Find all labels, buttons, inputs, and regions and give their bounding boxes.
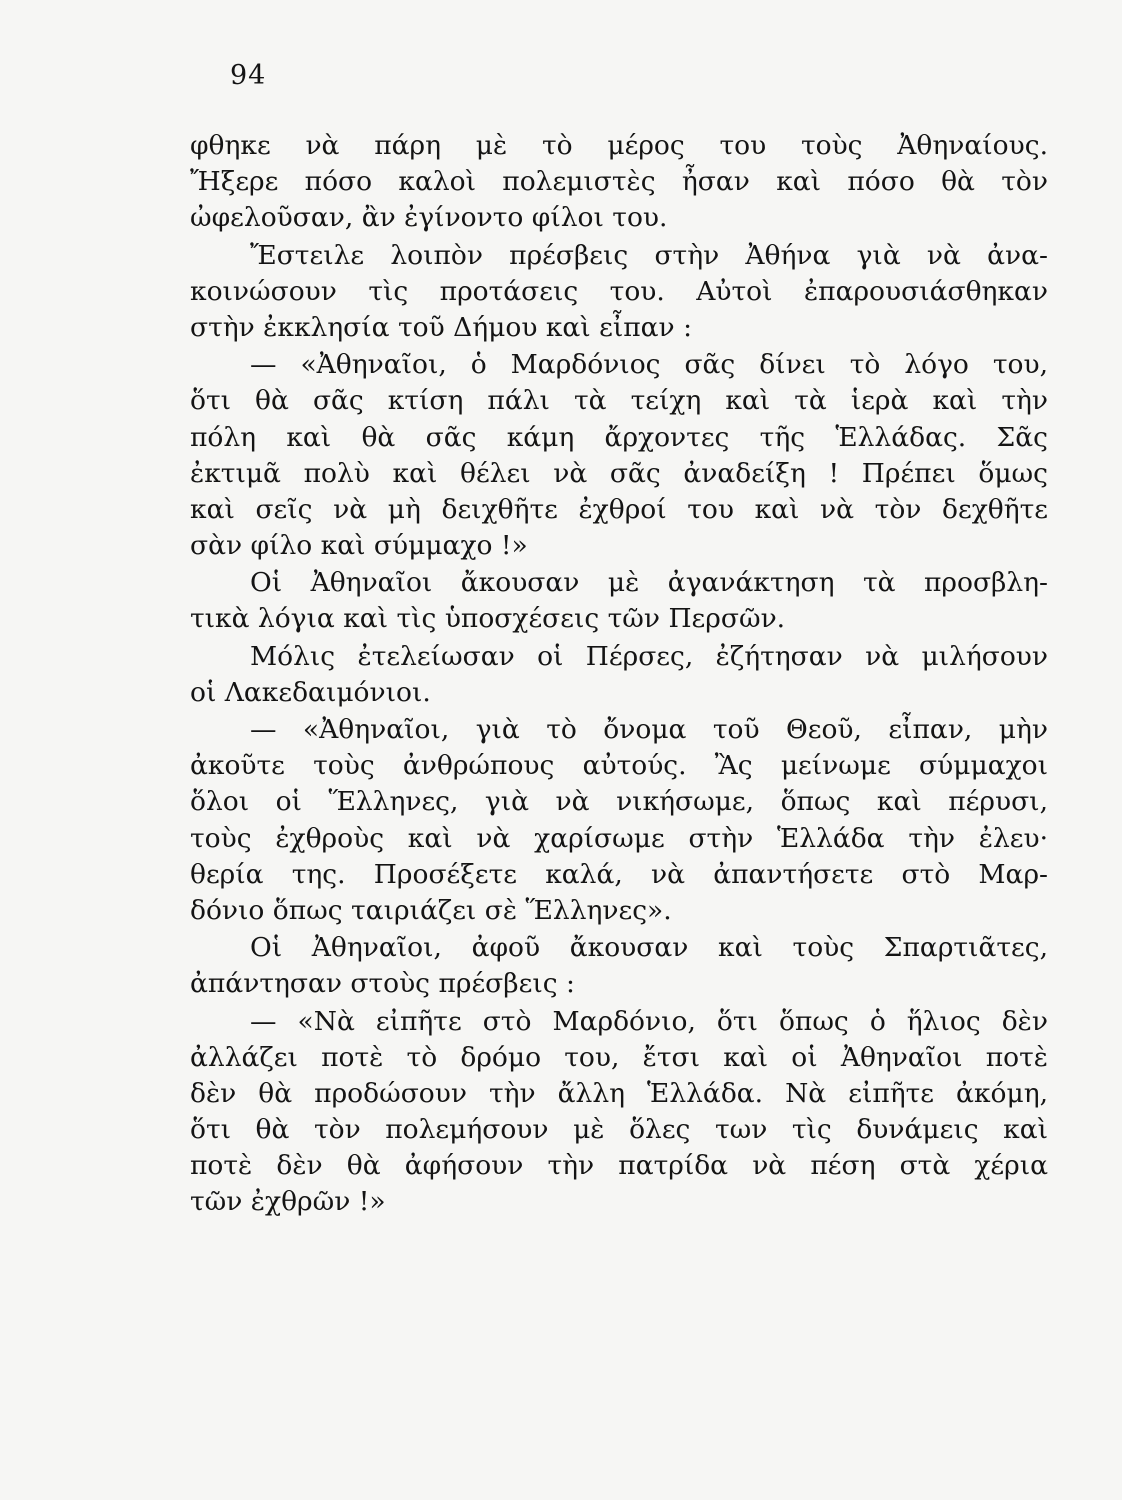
text-line: ὅτι θὰ σᾶς κτίση πάλι τὰ τείχη καὶ τὰ ἱερὰ καὶ τὴν <box>190 385 1048 417</box>
text-line: τικὰ λόγια καὶ τὶς ὑποσχέσεις τῶν Περσῶν. <box>190 603 786 635</box>
text-line: Οἱ Ἀθηναῖοι ἄκουσαν μὲ ἀγανάκτηση τὰ προσβλη- <box>250 567 1048 599</box>
text-line: ἐκτιμᾶ πολὺ καὶ θέλει νὰ σᾶς ἀναδείξη ! Πρέπει ὅμως <box>190 457 1048 489</box>
text-line: ὅλοι οἱ Ἕλληνες, γιὰ νὰ νικήσωμε, ὅπως καὶ πέρυσι, <box>190 786 1048 818</box>
text-line: στὴν ἐκκλησία τοῦ Δήμου καὶ εἶπαν : <box>190 311 693 343</box>
text-line: Ἤξερε πόσο καλοὶ πολεμιστὲς ἦσαν καὶ πόσο θὰ τὸν <box>190 166 1048 198</box>
text-line: πόλη καὶ θὰ σᾶς κάμη ἄρχοντες τῆς Ἑλλάδας. Σᾶς <box>190 421 1048 453</box>
text-line: ὠφελοῦσαν, ἂν ἐγίνοντο φίλοι του. <box>190 202 668 234</box>
text-line: ποτὲ δὲν θὰ ἀφήσουν τὴν πατρίδα νὰ πέση στὰ χέρια <box>190 1150 1048 1182</box>
text-line: τοὺς ἐχθροὺς καὶ νὰ χαρίσωμε στὴν Ἑλλάδα τὴν ἐλευ· <box>190 822 1048 854</box>
text-line: κοινώσουν τὶς προτάσεις του. Αὐτοὶ ἐπαρουσιάσθηκαν <box>190 275 1048 307</box>
text-line: ἀκοῦτε τοὺς ἀνθρώπους αὐτούς. Ἂς μείνωμε σύμμαχοι <box>190 750 1048 782</box>
text-line: φθηκε νὰ πάρη μὲ τὸ μέρος του τοὺς Ἀθηναίους. <box>190 130 1048 161</box>
text-line: ἀλλάζει ποτὲ τὸ δρόμο του, ἔτσι καὶ οἱ Ἀθηναῖοι ποτὲ <box>190 1041 1048 1073</box>
text-line: — «Νὰ εἰπῆτε στὸ Μαρδόνιο, ὅτι ὅπως ὁ ἥλιος δὲν <box>250 1005 1048 1037</box>
text-line: δόνιο ὅπως ταιριάζει σὲ Ἕλληνες». <box>190 894 672 926</box>
text-line: Μόλις ἐτελείωσαν οἱ Πέρσες, ἐζήτησαν νὰ μιλήσουν <box>250 640 1048 672</box>
text-line: ὅτι θὰ τὸν πολεμήσουν μὲ ὅλες των τὶς δυνάμεις καὶ <box>190 1114 1048 1146</box>
text-line: Ἔστειλε λοιπὸν πρέσβεις στὴν Ἀθήνα γιὰ νὰ ἀνα- <box>250 239 1048 271</box>
text-line: δὲν θὰ προδώσουν τὴν ἄλλη Ἑλλάδα. Νὰ εἰπῆτε ἀκόμη, <box>190 1077 1048 1109</box>
text-line: οἱ Λακεδαιμόνιοι. <box>190 676 431 708</box>
body-text <box>190 128 1048 1221</box>
page-number: 94 <box>230 60 267 91</box>
text-line: ἀπάντησαν στοὺς πρέσβεις : <box>190 968 575 1000</box>
text-line: καὶ σεῖς νὰ μὴ δειχθῆτε ἐχθροί του καὶ νὰ τὸν δεχθῆτε <box>190 493 1048 525</box>
text-line: — «Ἀθηναῖοι, ὁ Μαρδόνιος σᾶς δίνει τὸ λόγο του, <box>250 349 1048 381</box>
text-line: τῶν ἐχθρῶν !» <box>190 1186 386 1218</box>
text-line: θερία της. Προσέξετε καλά, νὰ ἀπαντήσετε στὸ Μαρ- <box>190 858 1048 890</box>
text-line: σὰν φίλο καὶ σύμμαχο !» <box>190 530 528 562</box>
text-line: — «Ἀθηναῖοι, γιὰ τὸ ὄνομα τοῦ Θεοῦ, εἶπαν, μὴν <box>250 714 1048 745</box>
text-line: Οἱ Ἀθηναῖοι, ἀφοῦ ἄκουσαν καὶ τοὺς Σπαρτιᾶτες, <box>250 932 1048 964</box>
